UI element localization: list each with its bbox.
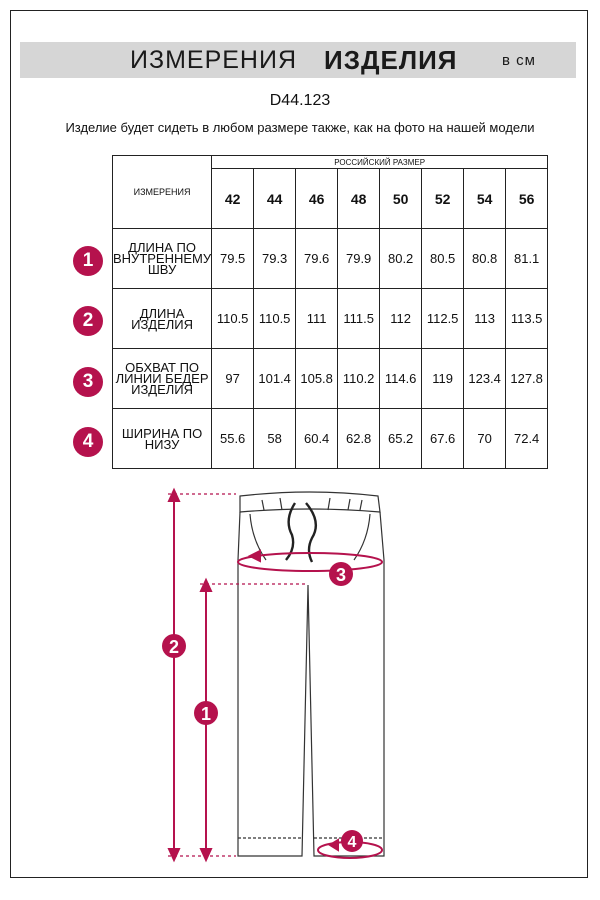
marker-4: 4 — [347, 834, 357, 851]
table-cell: 112.5 — [422, 289, 464, 349]
table-cell: 105.8 — [296, 349, 338, 409]
pants-outline — [238, 492, 384, 856]
size-header: 44 — [254, 169, 296, 229]
title-bold: ИЗДЕЛИЯ — [324, 45, 458, 75]
row-number-badge: 2 — [73, 306, 103, 336]
table-cell: 101.4 — [254, 349, 296, 409]
size-header: 52 — [422, 169, 464, 229]
table-cell: 114.6 — [380, 349, 422, 409]
marker-2: 2 — [168, 637, 180, 657]
table-cell: 127.8 — [506, 349, 548, 409]
diagram-markers — [162, 562, 363, 852]
table-cell: 65.2 — [380, 409, 422, 469]
table-cell: 113 — [464, 289, 506, 349]
table-row — [113, 229, 548, 289]
table-cell: 112 — [380, 289, 422, 349]
row-number-badge: 1 — [73, 246, 103, 276]
measure-header: ИЗМЕРЕНИЯ — [113, 156, 212, 229]
table-cell: 119 — [422, 349, 464, 409]
table-cell: 79.6 — [296, 229, 338, 289]
title-bar — [20, 42, 576, 78]
table-cell: 72.4 — [506, 409, 548, 469]
table-cell: 110.2 — [338, 349, 380, 409]
table-row — [113, 289, 548, 349]
table-cell: 81.1 — [506, 229, 548, 289]
table-cell: 79.9 — [338, 229, 380, 289]
marker-3: 3 — [335, 565, 347, 585]
size-header: 50 — [380, 169, 422, 229]
row-label: ШИРИНА ПО НИЗУ — [113, 409, 212, 469]
table-cell: 67.6 — [422, 409, 464, 469]
row-number-badge: 3 — [73, 367, 103, 397]
pants-diagram — [0, 480, 600, 870]
size-header: 42 — [212, 169, 254, 229]
size-header: 46 — [296, 169, 338, 229]
size-header: 54 — [464, 169, 506, 229]
table-cell: 97 — [212, 349, 254, 409]
marker-1: 1 — [200, 704, 212, 724]
table-cell: 110.5 — [212, 289, 254, 349]
table-cell: 58 — [254, 409, 296, 469]
table-cell: 113.5 — [506, 289, 548, 349]
article-number: D44.123 — [269, 92, 331, 109]
table-cell: 60.4 — [296, 409, 338, 469]
table-cell: 111.5 — [338, 289, 380, 349]
table-cell: 79.5 — [212, 229, 254, 289]
table-cell: 110.5 — [254, 289, 296, 349]
row-label: ДЛИНА ИЗДЕЛИЯ — [113, 289, 212, 349]
table-cell: 80.8 — [464, 229, 506, 289]
table-cell: 80.2 — [380, 229, 422, 289]
title-regular: ИЗМЕРЕНИЯ — [130, 46, 297, 74]
table-cell: 79.3 — [254, 229, 296, 289]
table-cell: 70 — [464, 409, 506, 469]
row-number-badge: 4 — [73, 427, 103, 457]
size-header: 56 — [506, 169, 548, 229]
table-cell: 80.5 — [422, 229, 464, 289]
table-row — [113, 409, 548, 469]
fit-note: Изделие будет сидеть в любом размере также, как на фото на нашей модели — [65, 120, 535, 135]
row-label: ОБХВАТ ПО ЛИНИИ БЕДЕР ИЗДЕЛИЯ — [113, 349, 212, 409]
size-table — [112, 155, 548, 469]
size-header: 48 — [338, 169, 380, 229]
table-cell: 62.8 — [338, 409, 380, 469]
measurement-lines — [168, 490, 382, 860]
table-cell: 123.4 — [464, 349, 506, 409]
table-row — [113, 349, 548, 409]
size-group-header: РОССИЙСКИЙ РАЗМЕР — [212, 156, 548, 169]
row-label: ДЛИНА ПО ВНУТРЕННЕМУ ШВУ — [113, 229, 212, 289]
table-cell: 111 — [296, 289, 338, 349]
units-label: в см — [502, 52, 536, 69]
table-cell: 55.6 — [212, 409, 254, 469]
